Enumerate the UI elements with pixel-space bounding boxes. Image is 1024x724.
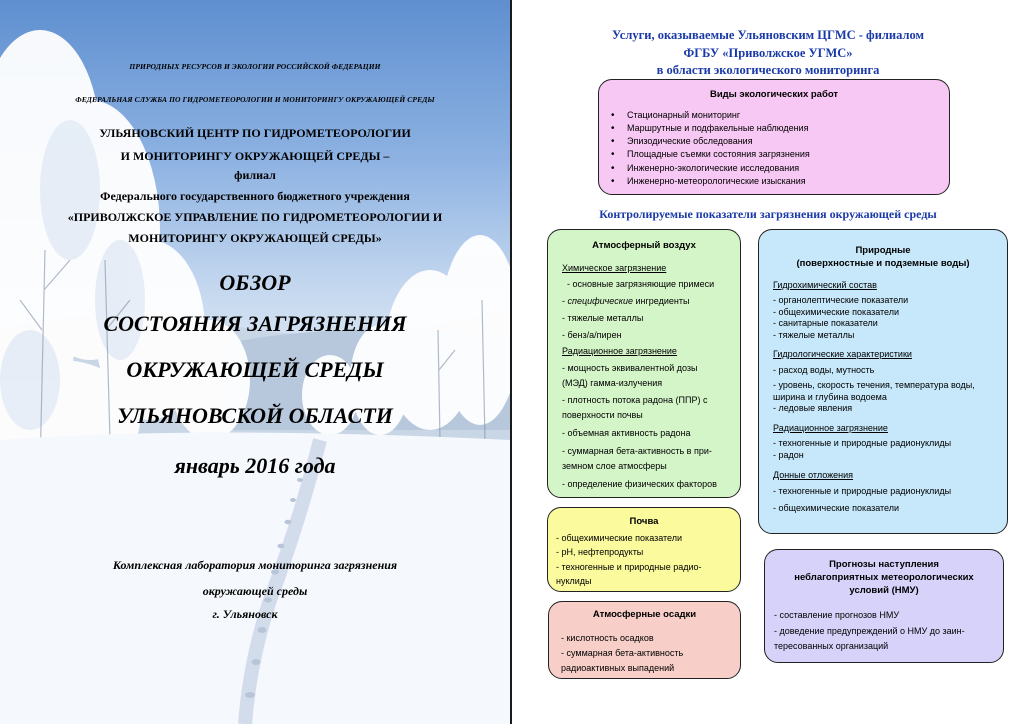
water-hydrochem-heading: Гидрохимический состав bbox=[773, 280, 877, 290]
water-hydrochem-item: - санитарные показатели bbox=[773, 318, 878, 328]
ministry-line: ПРИРОДНЫХ РЕСУРСОВ И ЭКОЛОГИИ РОССИЙСКОЙ ФЕДЕРАЦИИ bbox=[129, 62, 381, 71]
services-heading-line3: в области экологического мониторинга bbox=[656, 63, 880, 77]
eco-works-item: • Площадные съемки состояния загрязнения bbox=[603, 148, 949, 161]
precip-item: радиоактивных выпадений bbox=[561, 662, 675, 673]
air-chem-item: - тяжелые металлы bbox=[562, 312, 644, 323]
soil-item: - техногенные и природные радио- bbox=[556, 561, 702, 572]
water-rad-heading: Радиационное загрязнение bbox=[773, 422, 888, 433]
services-heading-line1: Услуги, оказываемые Ульяновским ЦГМС - филиалом bbox=[611, 28, 925, 42]
precip-item: - суммарная бета-активность bbox=[561, 647, 684, 658]
precip-box bbox=[548, 601, 741, 679]
water-box bbox=[758, 229, 1008, 534]
precip-item: - кислотность осадков bbox=[561, 632, 654, 643]
city-label: г. Ульяновск bbox=[212, 607, 278, 621]
air-rad-item: - объемная активность радона bbox=[562, 427, 691, 438]
lab-name-line1: Комплексная лаборатория мониторинга загрязнения bbox=[112, 558, 398, 572]
water-sed-item: - общехимические показатели bbox=[773, 502, 900, 513]
air-rad-item: - определение физических факторов bbox=[562, 478, 717, 489]
cover-page bbox=[0, 0, 510, 724]
info-page bbox=[512, 0, 1024, 724]
soil-box bbox=[547, 507, 741, 592]
air-chem-item: - специфические ингредиенты bbox=[562, 295, 690, 306]
cover-period: январь 2016 года bbox=[174, 453, 336, 478]
water-title-line2: (поверхностные и подземные воды) bbox=[796, 258, 970, 269]
eco-works-item: • Маршрутные и подфакельные наблюдения bbox=[603, 122, 949, 135]
water-hydrol-item: ширина и глубина водоема bbox=[773, 391, 887, 402]
institution-line: Федерального государственного бюджетного учреждения bbox=[100, 189, 410, 203]
forecast-title-line2: неблагоприятных метеорологических bbox=[794, 572, 974, 583]
water-hydrol-item: - ледовые явления bbox=[773, 403, 853, 413]
cover-title-line4: УЛЬЯНОВСКОЙ ОБЛАСТИ bbox=[117, 403, 393, 428]
soil-item: - общехимические показатели bbox=[556, 532, 683, 543]
air-rad-item: (МЭД) гамма-излучения bbox=[562, 377, 663, 388]
eco-works-list bbox=[603, 109, 949, 188]
eco-works-item: • Эпизодические обследования bbox=[603, 135, 949, 148]
cover-title-line1: ОБЗОР bbox=[219, 270, 291, 295]
water-hydrochem-item: - общехимические показатели bbox=[773, 306, 900, 317]
air-rad-item: поверхности почвы bbox=[562, 409, 643, 420]
forecast-item: тересованных организаций bbox=[774, 641, 889, 651]
center-name-line1: УЛЬЯНОВСКИЙ ЦЕНТР ПО ГИДРОМЕТЕОРОЛОГИИ bbox=[99, 126, 411, 140]
air-chem-item: - основные загрязняющие примеси bbox=[567, 278, 715, 289]
water-hydrol-heading: Гидрологические характеристики bbox=[773, 349, 912, 359]
water-hydrol-item: - уровень, скорость течения, температура воды, bbox=[773, 380, 975, 390]
water-hydrochem-item: - тяжелые металлы bbox=[773, 329, 855, 340]
eco-works-title: Виды экологических работ bbox=[709, 89, 839, 100]
air-rad-item: - мощность эквивалентной дозы bbox=[562, 362, 698, 373]
eco-works-item: • Инженерно-метеорологические изыскания bbox=[603, 175, 949, 188]
cover-title-line3: ОКРУЖАЮЩЕЙ СРЕДЫ bbox=[126, 357, 384, 382]
water-title-line1: Природные bbox=[855, 245, 911, 256]
air-chem-heading: Химическое загрязнение bbox=[562, 262, 667, 273]
soil-item: - pH, нефтепродукты bbox=[556, 546, 644, 557]
forecast-item: - составление прогнозов НМУ bbox=[774, 610, 900, 620]
services-heading-line2: ФГБУ «Приволжское УГМС» bbox=[683, 46, 853, 60]
eco-works-box bbox=[598, 79, 950, 195]
eco-works-item: • Стационарный мониторинг bbox=[603, 109, 949, 122]
cover-title-line2: СОСТОЯНИЯ ЗАГРЯЗНЕНИЯ bbox=[103, 311, 407, 336]
service-line: ФЕДЕРАЛЬНАЯ СЛУЖБА ПО ГИДРОМЕТЕОРОЛОГИИ И МОНИТОРИНГУ ОКРУЖАЮЩЕЙ СРЕДЫ bbox=[75, 95, 435, 104]
air-title: Атмосферный воздух bbox=[592, 240, 696, 251]
eco-works-item: • Инженерно-экологические исследования bbox=[603, 162, 949, 175]
air-rad-item: - суммарная бета-активность в при- bbox=[562, 445, 712, 456]
branch-label: филиал bbox=[234, 168, 276, 182]
air-rad-item: - плотность потока радона (ППР) с bbox=[562, 394, 708, 405]
indicators-heading: Контролируемые показатели загрязнения окружающей среды bbox=[599, 207, 937, 221]
water-hydrol-item: - расход воды, мутность bbox=[773, 365, 875, 375]
water-hydrochem-item: - органолептические показатели bbox=[773, 295, 909, 305]
air-chem-item-italic: специфические bbox=[567, 295, 633, 306]
center-name-line2: И МОНИТОРИНГУ ОКРУЖАЮЩЕЙ СРЕДЫ – bbox=[120, 149, 390, 163]
soil-title: Почва bbox=[629, 516, 659, 527]
forecast-title-line1: Прогнозы наступления bbox=[829, 559, 939, 570]
air-rad-heading: Радиационное загрязнение bbox=[562, 345, 677, 356]
forecast-box bbox=[764, 549, 1004, 663]
lab-name-line2: окружающей среды bbox=[202, 584, 308, 598]
precip-title: Атмосферные осадки bbox=[592, 609, 697, 620]
water-rad-item: - радон bbox=[773, 450, 804, 460]
air-chem-item: - бенз/а/пирен bbox=[562, 329, 622, 340]
water-rad-item: - техногенные и природные радионуклиды bbox=[773, 437, 952, 448]
forecast-title-line3: условий (НМУ) bbox=[849, 585, 919, 596]
air-box bbox=[547, 229, 741, 498]
air-chem-item-rest: ингредиенты bbox=[632, 295, 690, 306]
water-sed-heading: Донные отложения bbox=[773, 469, 854, 480]
water-sed-item: - техногенные и природные радионуклиды bbox=[773, 485, 952, 496]
soil-item: нуклиды bbox=[556, 575, 592, 586]
agency-line2: МОНИТОРИНГУ ОКРУЖАЮЩЕЙ СРЕДЫ» bbox=[128, 231, 382, 245]
forecast-item: - доведение предупреждений о НМУ до заин- bbox=[774, 626, 965, 636]
air-rad-item: земном слое атмосферы bbox=[562, 460, 667, 471]
agency-line1: «ПРИВОЛЖСКОЕ УПРАВЛЕНИЕ ПО ГИДРОМЕТЕОРОЛОГИИ И bbox=[67, 210, 443, 224]
